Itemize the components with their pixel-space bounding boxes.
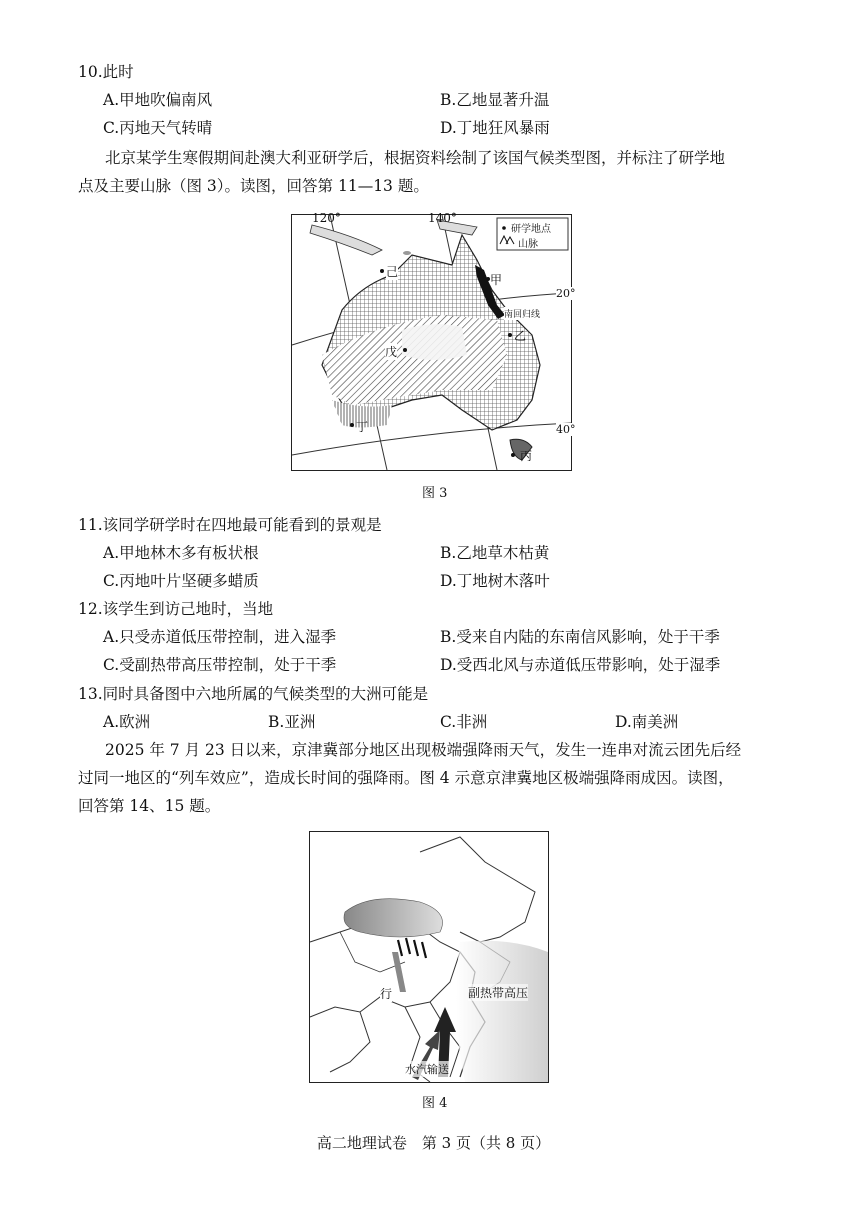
intro1-line2: 点及主要山脉（图 3）。读图，回答第 11—13 题。 (78, 177, 429, 195)
label-tropic: 南回归线 (504, 307, 540, 320)
label-bing: 丙 (520, 449, 533, 463)
figure-3-map (291, 211, 576, 471)
intro2-line3: 回答第 14、15 题。 (78, 797, 221, 815)
q10-option-a: A.甲地吹偏南风 (103, 91, 213, 109)
lat-40-label: 40° (556, 423, 576, 436)
point-ji (380, 269, 384, 273)
q13-option-c: C.非洲 (440, 713, 488, 731)
q10-stem: 10.此时 (78, 63, 134, 81)
q12-stem: 12.该学生到访己地时，当地 (78, 600, 274, 618)
q13-option-d: D.南美洲 (615, 713, 679, 731)
point-wu (403, 348, 407, 352)
australia-climate-map (292, 215, 571, 470)
label-ding: 丁 (356, 420, 369, 434)
label-wu: 戊 (385, 345, 398, 359)
figure-4-caption: 图 4 (422, 1096, 448, 1111)
label-yi: 乙 (514, 329, 527, 343)
intro2-line1: 2025 年 7 月 23 日以来，京津冀部分地区出现极端强降雨天气，发生一连串对流云团先后经 (105, 741, 742, 759)
q13-option-a: A.欧洲 (103, 713, 151, 731)
q13-option-b: B.亚洲 (268, 713, 316, 731)
q13-stem: 13.同时具备图中六地所属的气候类型的大洲可能是 (78, 685, 429, 703)
lat-20-label: 20° (556, 287, 576, 300)
intro1-line1: 北京某学生寒假期间赴澳大利亚研学后，根据资料绘制了该国气候类型图，并标注了研学地 (105, 149, 726, 167)
study-point-icon (502, 226, 506, 230)
rain-cloud-band (344, 899, 443, 937)
q10-option-c: C.丙地天气转晴 (103, 119, 213, 137)
intro2-line2: 过同一地区的“列车效应”，造成长时间的强降雨。图 4 示意京津冀地区极端强降雨成因。读图， (78, 769, 734, 787)
figure-3-caption: 图 3 (422, 486, 448, 501)
legend-point-label: 研学地点 (511, 224, 551, 235)
figure-4-map (309, 831, 549, 1083)
q10-option-d: D.丁地狂风暴雨 (440, 119, 550, 137)
taihang-mountain (392, 952, 406, 992)
jingjinji-rain-map (310, 832, 548, 1082)
q11-option-d: D.丁地树木落叶 (440, 572, 550, 590)
label-subtropical-high: 副热带高压 (468, 986, 529, 1000)
label-ji: 己 (386, 265, 399, 279)
q11-option-b: B.乙地草木枯黄 (440, 544, 550, 562)
label-jia: 甲 (490, 273, 503, 287)
q11-option-c: C.丙地叶片坚硬多蜡质 (103, 572, 259, 590)
label-water-vapor: 水汽输送 (405, 1063, 449, 1076)
subtropical-high-area (456, 941, 548, 1082)
point-ding (350, 423, 354, 427)
island-shape (310, 225, 382, 255)
q11-option-a: A.甲地林木多有板状根 (103, 544, 259, 562)
q12-option-d: D.受西北风与赤道低压带影响，处于湿季 (440, 656, 721, 674)
legend-mountain-label: 山脉 (518, 239, 538, 250)
q11-stem: 11.该同学研学时在四地最可能看到的景观是 (78, 516, 382, 534)
rain-marks (398, 938, 426, 958)
point-bing (511, 453, 515, 457)
page-footer: 高二地理试卷 第 3 页（共 8 页） (316, 1134, 551, 1152)
q12-option-b: B.受来自内陆的东南信风影响，处于干季 (440, 628, 720, 646)
label-xing: 行 (380, 987, 393, 1001)
q12-option-c: C.受副热带高压带控制，处于干季 (103, 656, 337, 674)
q12-option-a: A.只受赤道低压带控制，进入湿季 (103, 628, 337, 646)
lon-140-label: 140° (428, 211, 457, 225)
point-yi (508, 333, 512, 337)
q10-option-b: B.乙地显著升温 (440, 91, 550, 109)
lon-120-label: 120° (312, 211, 341, 225)
